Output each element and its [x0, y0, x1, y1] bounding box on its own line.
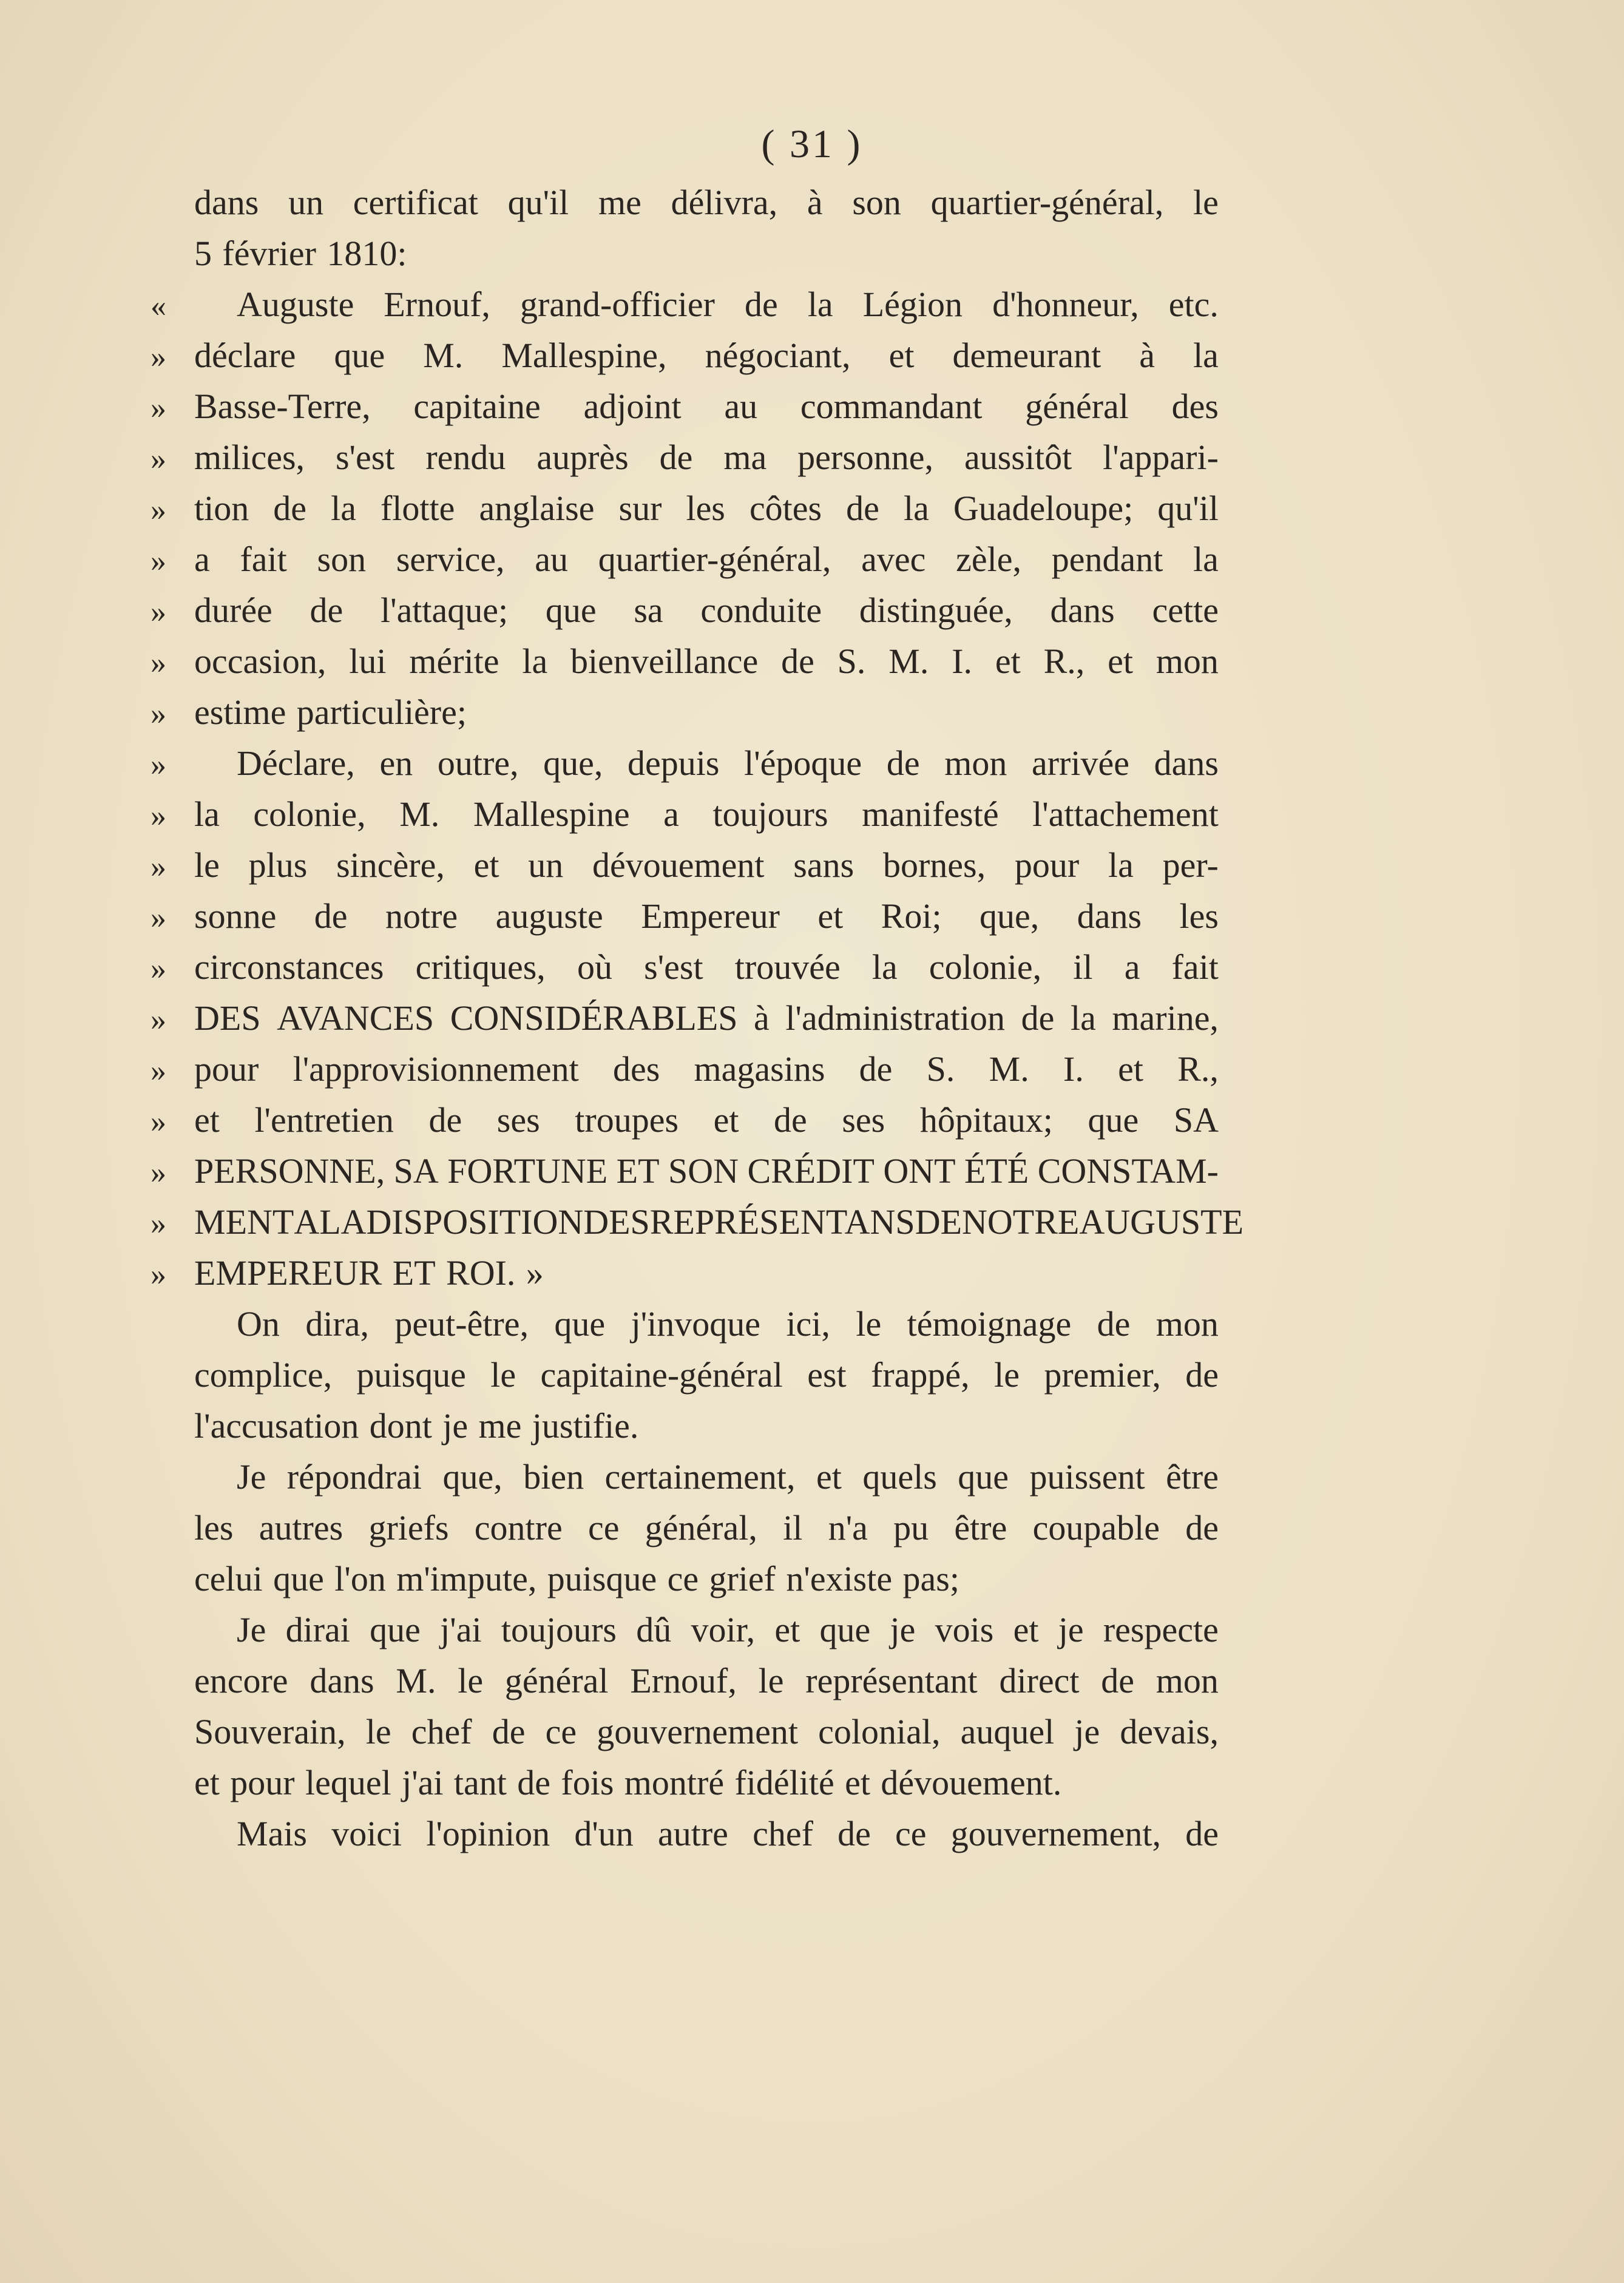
line-text: On dira, peut-être, que j'invoque ici, le témoignage de mon: [237, 1304, 1219, 1344]
guillemet-marker: »: [151, 697, 166, 731]
text-line: [151, 1558, 1219, 1609]
line-text: DES AVANCES CONSIDÉRABLES à l'administration de la marine,: [194, 998, 1219, 1038]
line-text: et pour lequel j'ai tant de fois montré fidélité et dévouement.: [194, 1763, 1062, 1802]
line-text: l'accusation dont je me justifie.: [194, 1406, 639, 1446]
text-line: [151, 1202, 1244, 1253]
page-number: ( 31 ): [761, 122, 863, 166]
text-line: [151, 1355, 1219, 1405]
line-text: complice, puisque le capitaine-général est frappé, le premier, de: [194, 1355, 1219, 1395]
text-line: [151, 1660, 1219, 1711]
text-line: [151, 641, 1219, 692]
text-line: [151, 233, 1219, 284]
line-text: les autres griefs contre ce général, il n'a pu être coupable de: [194, 1508, 1219, 1547]
line-text: 5 février 1810:: [194, 234, 407, 273]
guillemet-marker: »: [151, 850, 166, 884]
text-line: [151, 1304, 1219, 1355]
guillemet-marker: »: [151, 1003, 166, 1037]
line-text: la colonie, M. Mallespine a toujours manifesté l'attachement: [194, 794, 1219, 834]
text-line: [151, 896, 1219, 947]
guillemet-marker: «: [151, 289, 166, 323]
line-text: estime particulière;: [194, 692, 467, 732]
guillemet-marker: »: [151, 442, 166, 476]
guillemet-marker: »: [151, 1206, 166, 1241]
line-text: le plus sincère, et un dévouement sans bornes, pour la per-: [194, 845, 1219, 885]
guillemet-marker: »: [151, 799, 166, 833]
line-text: occasion, lui mérite la bienveillance de S. M. I. et R., et mon: [194, 641, 1219, 681]
guillemet-marker: »: [151, 1104, 166, 1139]
text-line: [151, 437, 1219, 488]
guillemet-marker: »: [151, 952, 166, 986]
line-text: Déclare, en outre, que, depuis l'époque de mon arrivée dans: [237, 743, 1219, 783]
text-line: [151, 1456, 1219, 1507]
line-text: celui que l'on m'impute, puisque ce grief n'existe pas;: [194, 1559, 959, 1598]
text-line: [151, 539, 1219, 590]
guillemet-marker: »: [151, 544, 166, 578]
text-line: [151, 1100, 1219, 1151]
text-line: [151, 1762, 1219, 1813]
text-line: [151, 845, 1219, 896]
line-text: déclare que M. Mallespine, négociant, et demeurant à la: [194, 336, 1219, 375]
line-text: Auguste Ernouf, grand-officier de la Légion d'honneur, etc.: [237, 285, 1219, 324]
guillemet-marker: »: [151, 1155, 166, 1190]
line-text: milices, s'est rendu auprès de ma personne, aussitôt l'appari-: [194, 438, 1219, 477]
line-text: et l'entretien de ses troupes et de ses hôpitaux; que SA: [194, 1100, 1219, 1140]
line-text: MENT A LA DISPOSITION DES REPRÉSENTANS DE NOTRE AUGUSTE: [194, 1202, 1244, 1242]
line-text: tion de la flotte anglaise sur les côtes de la Guadeloupe; qu'il: [194, 489, 1219, 528]
text-line: [151, 590, 1219, 641]
text-line: [151, 998, 1219, 1049]
text-line: [151, 1405, 1219, 1456]
text-line: [151, 1253, 1219, 1304]
guillemet-marker: »: [151, 340, 166, 374]
guillemet-marker: »: [151, 901, 166, 935]
text-line: [151, 1507, 1219, 1558]
text-line: [151, 692, 1219, 743]
guillemet-marker: »: [151, 595, 166, 629]
line-text: PERSONNE, SA FORTUNE ET SON CRÉDIT ONT ÉTÉ CONSTAM-: [194, 1151, 1219, 1191]
text-line: [151, 335, 1219, 386]
line-text: Je dirai que j'ai toujours dû voir, et que je vois et je respecte: [237, 1610, 1219, 1649]
line-text: encore dans M. le général Ernouf, le représentant direct de mon: [194, 1661, 1219, 1700]
guillemet-marker: »: [151, 646, 166, 680]
line-text: EMPEREUR ET ROI. »: [194, 1253, 544, 1293]
guillemet-marker: »: [151, 391, 166, 425]
guillemet-marker: »: [151, 748, 166, 782]
line-text: circonstances critiques, où s'est trouvée la colonie, il a fait: [194, 947, 1219, 987]
guillemet-marker: »: [151, 493, 166, 527]
line-text: Je répondrai que, bien certainement, et quels que puissent être: [237, 1457, 1219, 1497]
text-line: [151, 488, 1219, 539]
text-line: [151, 1609, 1219, 1660]
text-line: [151, 1813, 1219, 1864]
text-line: [151, 743, 1219, 794]
text-line: [151, 284, 1219, 335]
line-text: dans un certificat qu'il me délivra, à son quartier-général, le: [194, 183, 1219, 222]
guillemet-marker: »: [151, 1054, 166, 1088]
text-line: [151, 1151, 1219, 1202]
text-line: [151, 1711, 1219, 1762]
guillemet-marker: »: [151, 1257, 166, 1292]
line-text: sonne de notre auguste Empereur et Roi; que, dans les: [194, 896, 1219, 936]
text-line: [151, 947, 1219, 998]
line-text: Basse-Terre, capitaine adjoint au commandant général des: [194, 387, 1219, 426]
text-line: [151, 182, 1219, 233]
line-text: pour l'approvisionnement des magasins de S. M. I. et R.,: [194, 1049, 1219, 1089]
line-text: Souverain, le chef de ce gouvernement colonial, auquel je devais,: [194, 1712, 1219, 1751]
text-line: [151, 386, 1219, 437]
text-line: [151, 794, 1219, 845]
line-text: a fait son service, au quartier-général, avec zèle, pendant la: [194, 539, 1219, 579]
line-text: durée de l'attaque; que sa conduite distinguée, dans cette: [194, 590, 1219, 630]
line-text: Mais voici l'opinion d'un autre chef de ce gouvernement, de: [237, 1814, 1219, 1853]
text-line: [151, 1049, 1219, 1100]
body-text: [151, 182, 1244, 1864]
